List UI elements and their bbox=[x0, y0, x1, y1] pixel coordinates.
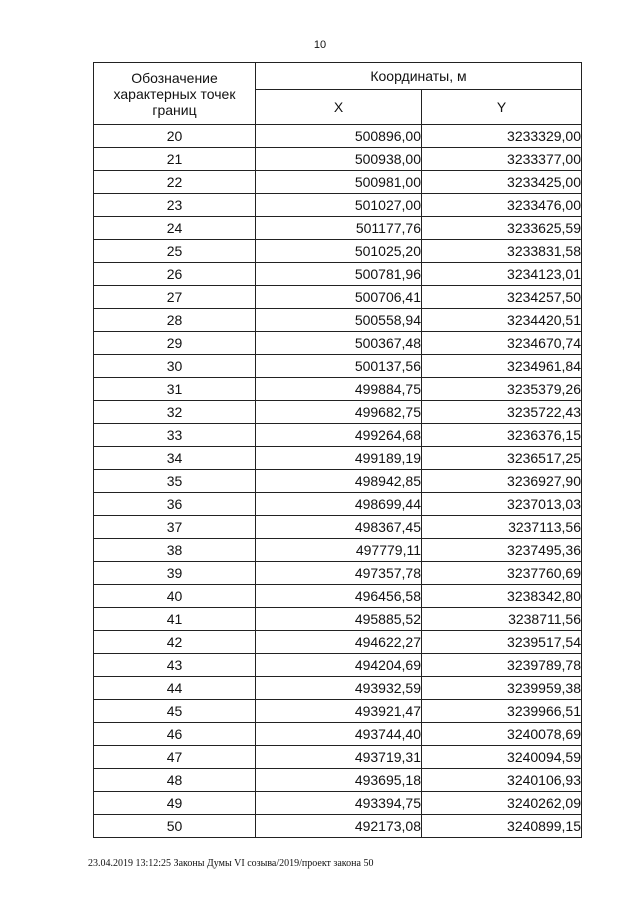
point-cell: 50 bbox=[94, 815, 256, 838]
y-cell: 3236376,15 bbox=[422, 424, 582, 447]
x-cell: 493695,18 bbox=[256, 769, 422, 792]
y-cell: 3237013,03 bbox=[422, 493, 582, 516]
table-row bbox=[94, 516, 582, 539]
x-cell: 499189,19 bbox=[256, 447, 422, 470]
table-row bbox=[94, 286, 582, 309]
point-cell: 20 bbox=[94, 125, 256, 148]
y-cell: 3237495,36 bbox=[422, 539, 582, 562]
y-cell: 3236927,90 bbox=[422, 470, 582, 493]
y-cell: 3233329,00 bbox=[422, 125, 582, 148]
y-cell: 3235722,43 bbox=[422, 401, 582, 424]
x-cell: 500938,00 bbox=[256, 148, 422, 171]
table-header bbox=[94, 63, 582, 125]
point-cell: 44 bbox=[94, 677, 256, 700]
y-cell: 3239966,51 bbox=[422, 700, 582, 723]
document-footer: 23.04.2019 13:12:25 Законы Думы VI созыва/2019/проект закона 50 bbox=[88, 858, 374, 869]
x-cell: 501177,76 bbox=[256, 217, 422, 240]
table-row bbox=[94, 125, 582, 148]
y-cell: 3240094,59 bbox=[422, 746, 582, 769]
point-cell: 21 bbox=[94, 148, 256, 171]
y-cell: 3240262,09 bbox=[422, 792, 582, 815]
table-row bbox=[94, 608, 582, 631]
x-cell: 492173,08 bbox=[256, 815, 422, 838]
y-cell: 3234420,51 bbox=[422, 309, 582, 332]
x-cell: 498699,44 bbox=[256, 493, 422, 516]
point-cell: 30 bbox=[94, 355, 256, 378]
y-cell: 3233831,58 bbox=[422, 240, 582, 263]
table-row bbox=[94, 723, 582, 746]
table-row bbox=[94, 148, 582, 171]
x-cell: 500896,00 bbox=[256, 125, 422, 148]
point-cell: 39 bbox=[94, 562, 256, 585]
table-row bbox=[94, 562, 582, 585]
x-cell: 499884,75 bbox=[256, 378, 422, 401]
x-cell: 495885,52 bbox=[256, 608, 422, 631]
x-cell: 500706,41 bbox=[256, 286, 422, 309]
x-cell: 493744,40 bbox=[256, 723, 422, 746]
x-cell: 493394,75 bbox=[256, 792, 422, 815]
table-row bbox=[94, 677, 582, 700]
header-coordinates: Координаты, м bbox=[256, 63, 582, 90]
y-cell: 3233425,00 bbox=[422, 171, 582, 194]
table-row bbox=[94, 493, 582, 516]
page-number: 10 bbox=[313, 39, 327, 51]
y-cell: 3239789,78 bbox=[422, 654, 582, 677]
header-point-designation: Обозначение характерных точек границ bbox=[94, 63, 256, 125]
table-row bbox=[94, 263, 582, 286]
y-cell: 3236517,25 bbox=[422, 447, 582, 470]
table-row bbox=[94, 401, 582, 424]
x-cell: 494204,69 bbox=[256, 654, 422, 677]
coordinates-table bbox=[93, 62, 582, 838]
table-row bbox=[94, 654, 582, 677]
table-row bbox=[94, 309, 582, 332]
y-cell: 3240106,93 bbox=[422, 769, 582, 792]
point-cell: 37 bbox=[94, 516, 256, 539]
point-cell: 41 bbox=[94, 608, 256, 631]
point-cell: 28 bbox=[94, 309, 256, 332]
point-cell: 22 bbox=[94, 171, 256, 194]
point-cell: 33 bbox=[94, 424, 256, 447]
table-body bbox=[94, 125, 582, 838]
table-row bbox=[94, 355, 582, 378]
table-row bbox=[94, 700, 582, 723]
table-row bbox=[94, 815, 582, 838]
table-row bbox=[94, 332, 582, 355]
table-row bbox=[94, 539, 582, 562]
x-cell: 493719,31 bbox=[256, 746, 422, 769]
point-cell: 32 bbox=[94, 401, 256, 424]
x-cell: 494622,27 bbox=[256, 631, 422, 654]
point-cell: 34 bbox=[94, 447, 256, 470]
point-cell: 45 bbox=[94, 700, 256, 723]
point-cell: 23 bbox=[94, 194, 256, 217]
table-row bbox=[94, 792, 582, 815]
point-cell: 36 bbox=[94, 493, 256, 516]
table-row bbox=[94, 585, 582, 608]
x-cell: 498367,45 bbox=[256, 516, 422, 539]
point-cell: 47 bbox=[94, 746, 256, 769]
x-cell: 500781,96 bbox=[256, 263, 422, 286]
table-row bbox=[94, 217, 582, 240]
table-row bbox=[94, 378, 582, 401]
x-cell: 497779,11 bbox=[256, 539, 422, 562]
table-row bbox=[94, 447, 582, 470]
y-cell: 3237113,56 bbox=[422, 516, 582, 539]
table-row bbox=[94, 194, 582, 217]
table-row bbox=[94, 746, 582, 769]
x-cell: 493921,47 bbox=[256, 700, 422, 723]
point-cell: 25 bbox=[94, 240, 256, 263]
table-row bbox=[94, 769, 582, 792]
table-row bbox=[94, 424, 582, 447]
y-cell: 3240899,15 bbox=[422, 815, 582, 838]
point-cell: 46 bbox=[94, 723, 256, 746]
header-x: X bbox=[256, 90, 422, 125]
y-cell: 3235379,26 bbox=[422, 378, 582, 401]
x-cell: 500137,56 bbox=[256, 355, 422, 378]
point-cell: 31 bbox=[94, 378, 256, 401]
x-cell: 499264,68 bbox=[256, 424, 422, 447]
x-cell: 493932,59 bbox=[256, 677, 422, 700]
y-cell: 3239517,54 bbox=[422, 631, 582, 654]
header-y: Y bbox=[422, 90, 582, 125]
y-cell: 3234961,84 bbox=[422, 355, 582, 378]
point-cell: 49 bbox=[94, 792, 256, 815]
x-cell: 499682,75 bbox=[256, 401, 422, 424]
point-cell: 27 bbox=[94, 286, 256, 309]
y-cell: 3234257,50 bbox=[422, 286, 582, 309]
y-cell: 3233476,00 bbox=[422, 194, 582, 217]
point-cell: 35 bbox=[94, 470, 256, 493]
point-cell: 43 bbox=[94, 654, 256, 677]
y-cell: 3238342,80 bbox=[422, 585, 582, 608]
point-cell: 42 bbox=[94, 631, 256, 654]
x-cell: 500558,94 bbox=[256, 309, 422, 332]
y-cell: 3234123,01 bbox=[422, 263, 582, 286]
point-cell: 26 bbox=[94, 263, 256, 286]
x-cell: 498942,85 bbox=[256, 470, 422, 493]
y-cell: 3233625,59 bbox=[422, 217, 582, 240]
x-cell: 496456,58 bbox=[256, 585, 422, 608]
x-cell: 500981,00 bbox=[256, 171, 422, 194]
table-row bbox=[94, 470, 582, 493]
point-cell: 40 bbox=[94, 585, 256, 608]
table-row bbox=[94, 240, 582, 263]
y-cell: 3239959,38 bbox=[422, 677, 582, 700]
y-cell: 3234670,74 bbox=[422, 332, 582, 355]
table-row bbox=[94, 171, 582, 194]
x-cell: 497357,78 bbox=[256, 562, 422, 585]
point-cell: 24 bbox=[94, 217, 256, 240]
y-cell: 3233377,00 bbox=[422, 148, 582, 171]
y-cell: 3240078,69 bbox=[422, 723, 582, 746]
x-cell: 501027,00 bbox=[256, 194, 422, 217]
x-cell: 501025,20 bbox=[256, 240, 422, 263]
y-cell: 3238711,56 bbox=[422, 608, 582, 631]
table-row bbox=[94, 631, 582, 654]
y-cell: 3237760,69 bbox=[422, 562, 582, 585]
point-cell: 38 bbox=[94, 539, 256, 562]
point-cell: 48 bbox=[94, 769, 256, 792]
point-cell: 29 bbox=[94, 332, 256, 355]
x-cell: 500367,48 bbox=[256, 332, 422, 355]
